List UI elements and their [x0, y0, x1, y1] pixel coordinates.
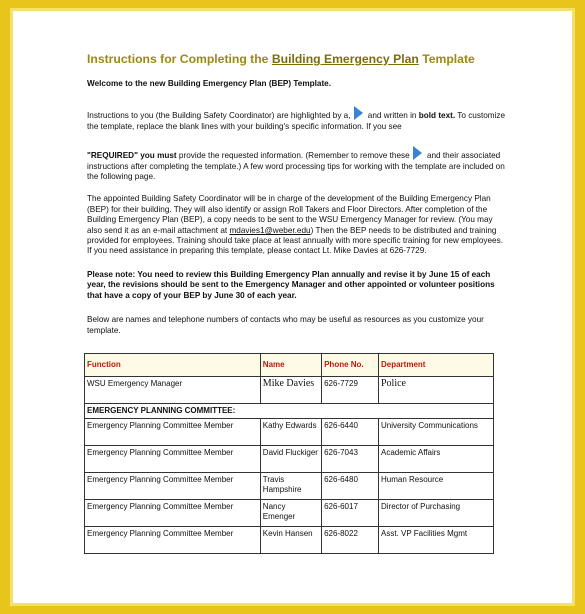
- table-row: [85, 527, 494, 554]
- coordinator-paragraph: [87, 194, 507, 256]
- cell-name: Travis Hampshire: [260, 473, 321, 500]
- cell-phone: 626-7043: [322, 446, 379, 473]
- cell-phone: 626-6480: [322, 473, 379, 500]
- section-heading: EMERGENCY PLANNING COMMITTEE:: [85, 404, 494, 419]
- blue-marker-icon: [354, 106, 363, 120]
- cell-department: Director of Purchasing: [378, 500, 493, 527]
- cell-department: Police: [378, 377, 493, 404]
- blue-marker-icon: [413, 146, 422, 160]
- page-title: [87, 52, 507, 66]
- table-row: [85, 446, 494, 473]
- required-text-b: and their associated instructions after completing the template.) A few word processing tips for working with the template are included on the following page.: [87, 151, 505, 182]
- cell-name: Mike Davies: [260, 377, 321, 404]
- please-note-paragraph: Please note: You need to review this Building Emergency Plan annually and revise it by June 15 of each year, the revisions should be sent to the Emergency Manager and other appointed or volunteer positions that have a copy of your BEP by June 30 of each year.: [87, 269, 495, 300]
- cell-name: David Fluckiger: [260, 446, 321, 473]
- cell-phone: 626-8022: [322, 527, 379, 554]
- cell-phone: 626-7729: [322, 377, 379, 404]
- cell-function: Emergency Planning Committee Member: [85, 527, 261, 554]
- contacts-intro: Below are names and telephone numbers of contacts who may be useful as resources as you customize your template.: [87, 315, 484, 335]
- cell-department: Asst. VP Facilities Mgmt: [378, 527, 493, 554]
- cell-name: Nancy Emenger: [260, 500, 321, 527]
- coordinator-text-b: ) Then the BEP needs to be distributed and training provided for employees. Training should take place at least annually with more specific training for new employees. If you need assistance in preparing this template, please contact Lt. Mike Davies at 626-7729.: [87, 225, 503, 256]
- cell-function: Emergency Planning Committee Member: [85, 446, 261, 473]
- coordinator-text-a: The appointed Building Safety Coordinator will be in charge of the development of the Building Emergency Plan (BEP) for their building. They will also identify or assign Roll Takers and Floor Directors. After completion of the Building Emergency Plan (BEP), a copy needs to be sent to the WSU Emergency Manager for review. (You may also send it as an e-mail attachment at: [87, 194, 493, 235]
- title-prefix: Instructions for Completing the: [87, 52, 272, 66]
- cell-department: University Communications: [378, 419, 493, 446]
- header-department: Department: [378, 354, 493, 377]
- instructions-paragraph: [87, 106, 507, 132]
- email-link[interactable]: mdavies1@weber.edu: [229, 225, 311, 235]
- cell-name: Kevin Hansen: [260, 527, 321, 554]
- document-body: [87, 52, 507, 336]
- cell-phone: 626-6017: [322, 500, 379, 527]
- instructions-text-b: and written in: [365, 111, 419, 121]
- table-row: [85, 377, 494, 404]
- cell-department: Academic Affairs: [378, 446, 493, 473]
- cell-function: Emergency Planning Committee Member: [85, 500, 261, 527]
- instructions-text-a: Instructions to you (the Building Safety Coordinator) are highlighted by a,: [87, 111, 351, 121]
- header-name: Name: [260, 354, 321, 377]
- header-phone: Phone No.: [322, 354, 379, 377]
- cell-department: Human Resource: [378, 473, 493, 500]
- title-suffix: Template: [418, 52, 475, 66]
- instructions-text-c: To customize the template, replace the blank lines with your building's specific information. If you see: [87, 111, 506, 131]
- cell-phone: 626-6440: [322, 419, 379, 446]
- required-label: "REQUIRED" you must: [87, 151, 177, 161]
- header-function: Function: [85, 354, 261, 377]
- cell-function: Emergency Planning Committee Member: [85, 473, 261, 500]
- document-page: [10, 8, 575, 606]
- table-header-row: [85, 354, 494, 377]
- table-row: [85, 419, 494, 446]
- cell-function: Emergency Planning Committee Member: [85, 419, 261, 446]
- table-row: [85, 473, 494, 500]
- instructions-bold: bold text.: [418, 111, 456, 121]
- title-link[interactable]: Building Emergency Plan: [271, 52, 419, 66]
- required-paragraph: [87, 146, 507, 182]
- section-row: [85, 404, 494, 419]
- welcome-text: Welcome to the new Building Emergency Plan (BEP) Template.: [87, 79, 332, 88]
- required-text-a: provide the requested information. (Remember to remove these: [176, 151, 410, 161]
- cell-function: WSU Emergency Manager: [85, 377, 261, 404]
- cell-name: Kathy Edwards: [260, 419, 321, 446]
- contacts-table: [84, 353, 494, 554]
- table-row: [85, 500, 494, 527]
